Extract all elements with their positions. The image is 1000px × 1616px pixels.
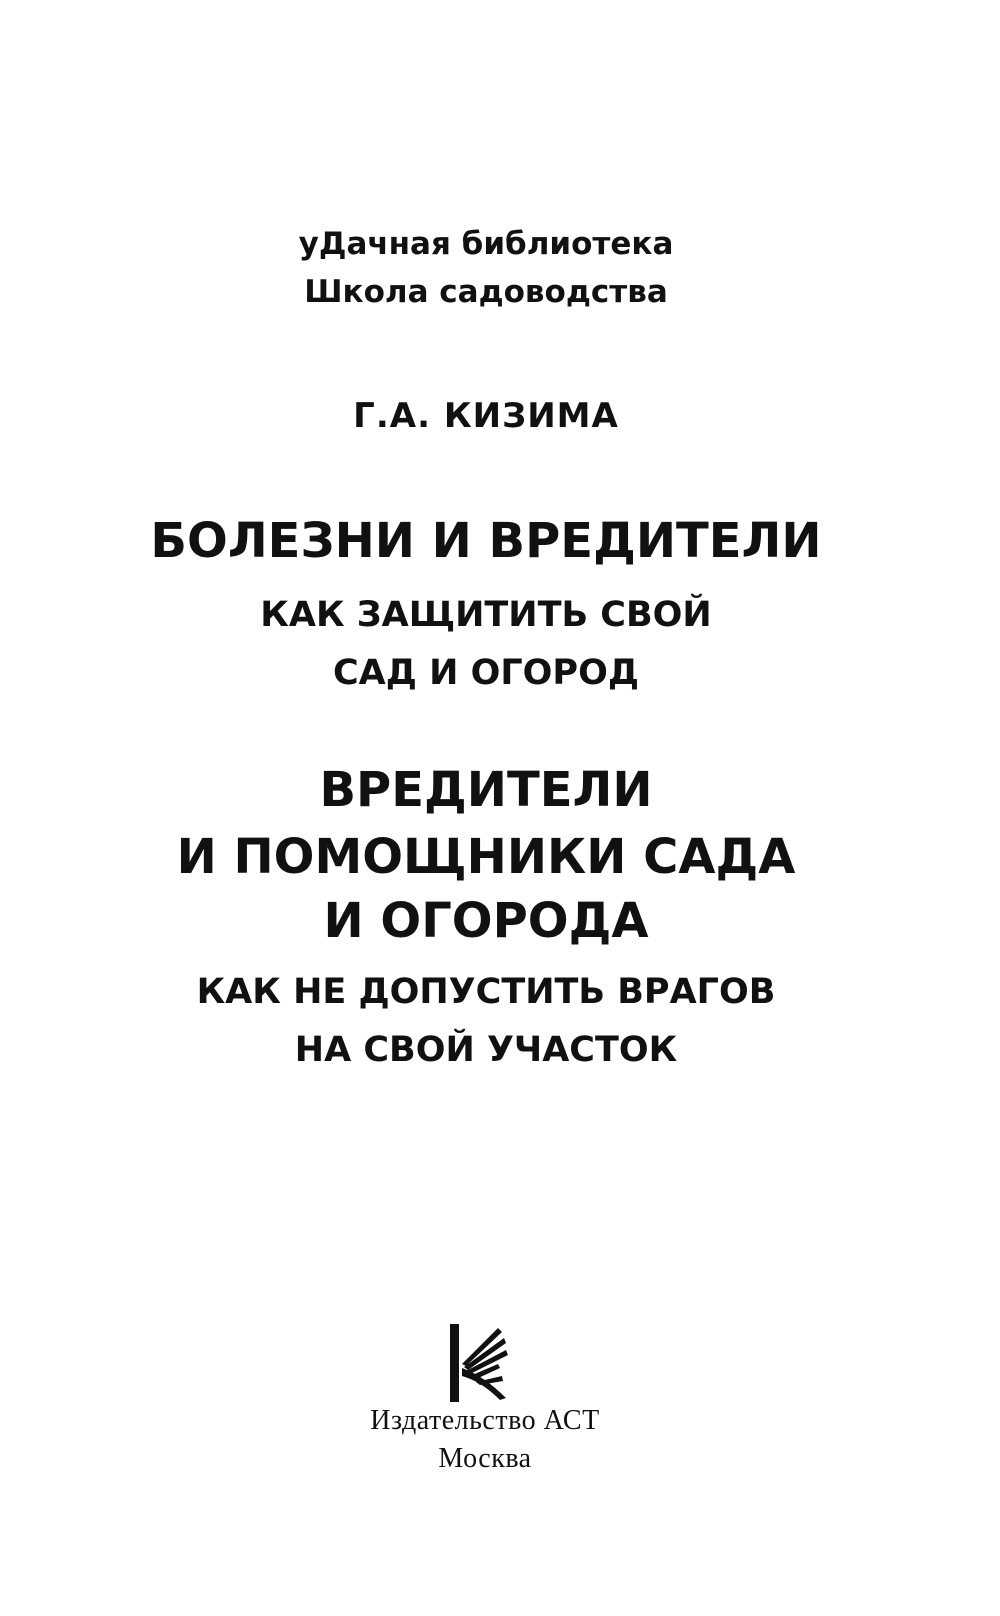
book2-title-line2: И ПОМОЩНИКИ САДА — [176, 829, 796, 885]
book1-subtitle-line2: САД И ОГОРОД — [333, 653, 639, 693]
publisher-name: Издательство АСТ — [370, 1405, 600, 1436]
series-subname: Школа садоводства — [304, 274, 668, 310]
book2-title-line3: И ОГОРОДА — [323, 893, 649, 949]
book2-title-line1: ВРЕДИТЕЛИ — [319, 762, 653, 818]
publisher-city: Москва — [438, 1443, 532, 1474]
book2-subtitle-line2: НА СВОЙ УЧАСТОК — [294, 1030, 678, 1070]
author-name: Г.А. КИЗИМА — [353, 396, 619, 436]
series-name: уДачная библиотека — [298, 226, 674, 262]
book1-subtitle-line1: КАК ЗАЩИТИТЬ СВОЙ — [260, 595, 712, 635]
book1-title: БОЛЕЗНИ И ВРЕДИТЕЛИ — [150, 513, 822, 569]
book2-subtitle-line1: КАК НЕ ДОПУСТИТЬ ВРАГОВ — [196, 972, 776, 1012]
ast-book-k-logo-icon — [448, 1324, 510, 1402]
